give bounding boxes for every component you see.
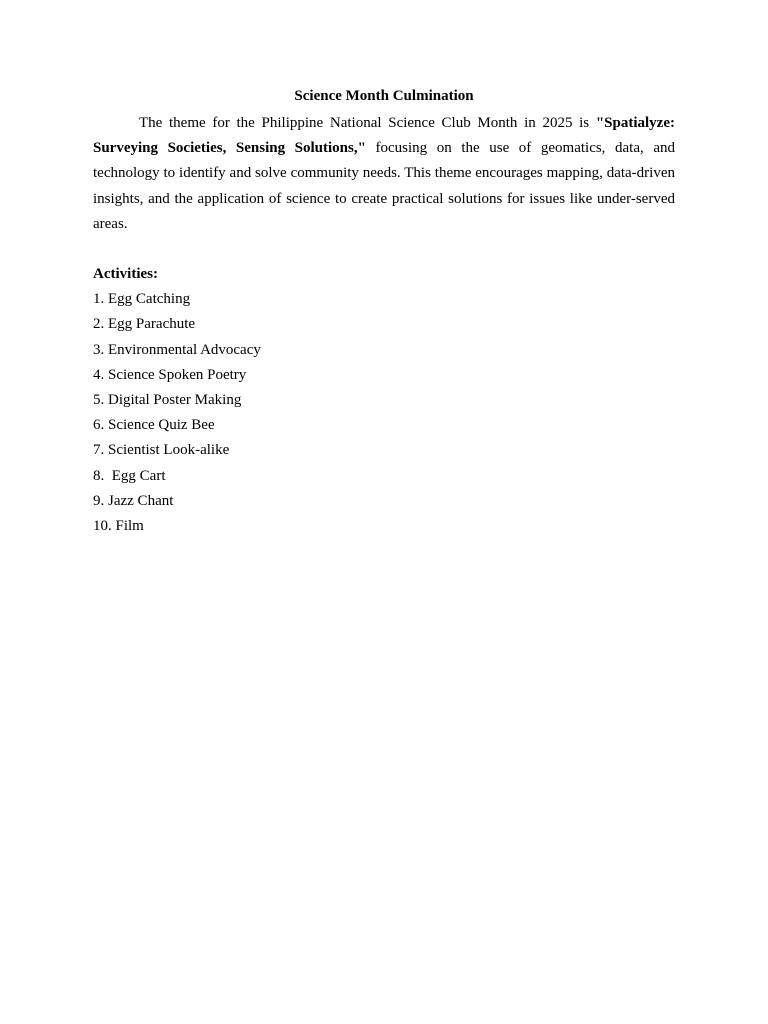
document-title: Science Month Culmination <box>294 88 474 104</box>
activity-item: 1. Egg Catching <box>93 291 191 308</box>
theme-name: "Spatialyze: Surveying Societies, Sensing Solutions," <box>93 115 675 157</box>
activity-list <box>93 287 675 539</box>
activity-item: 10. Film <box>93 518 144 535</box>
activity-item: 9. Jazz Chant <box>93 492 174 509</box>
activity-item: 4. Science Spoken Poetry <box>93 366 247 383</box>
intro-lead-text: The theme for the Philippine National Science Club Month in 2025 is <box>139 115 596 131</box>
activities-heading: Activities: <box>93 266 158 283</box>
activity-item: 5. Digital Poster Making <box>93 392 242 409</box>
activity-item: 8. Egg Cart <box>93 467 166 484</box>
intro-paragraph <box>93 111 675 237</box>
activity-item: 7. Scientist Look-alike <box>93 442 230 459</box>
document-page <box>93 86 675 539</box>
blank-line <box>93 237 675 262</box>
activity-item: 6. Science Quiz Bee <box>93 417 215 434</box>
intro-rest-text: focusing on the use of geomatics, data, and technology to identify and solve community needs. This theme encourages mapping, data-driven insights, and the application of science to create practical solutions for issues like under-served areas. <box>93 140 675 232</box>
activity-item: 3. Environmental Advocacy <box>93 341 261 358</box>
activity-item: 2. Egg Parachute <box>93 316 196 333</box>
